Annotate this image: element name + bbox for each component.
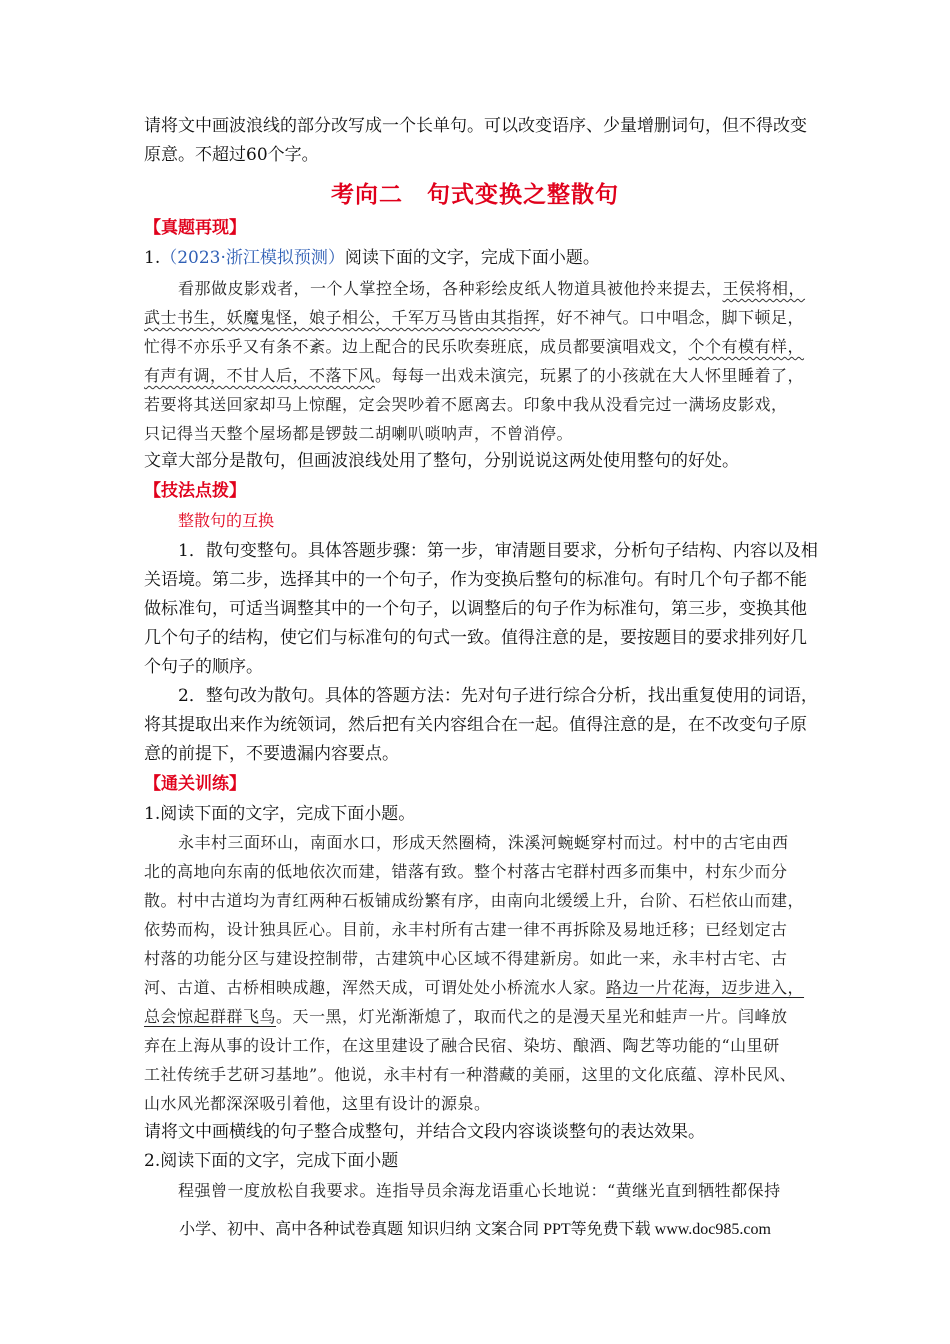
jifa-para2-line-2: 将其提取出来作为统领词，然后把有关内容组合在一起。值得注意的是，在不改变句子原 <box>144 715 807 735</box>
t1-passage-line-3: 散。村中古道均为青红两种石板铺成纷繁有序，由南向北缓缓上升，台阶、石栏依山而建， <box>144 891 805 910</box>
t1-passage-line-2: 北的高地向东南的低地依次而建，错落有致。整个村落古宅群村西多而集中，村东少而分 <box>144 862 788 881</box>
t1-text: 。天一黑，灯光渐渐熄了，取而代之的是漫天星光和蛙声一片。闫峰放 <box>276 1007 788 1026</box>
page-footer: 小学、初中、高中各种试卷真题 知识归纳 文案合同 PPT等免费下载 www.doc985.com <box>179 1221 771 1238</box>
q1-text: 看那做皮影戏者，一个人掌控全场，各种彩绘皮纸人物道具被他拎来提去， <box>178 279 723 298</box>
q1-number: 1. <box>144 248 161 268</box>
q1-wavy-text: 王侯将相， <box>722 279 806 298</box>
q1-passage-line-2 <box>144 310 804 326</box>
t2-prompt: 2.阅读下面的文字，完成下面小题 <box>144 1151 399 1171</box>
q1-wavy-text: 个个有模有样， <box>688 337 805 356</box>
t1-passage-line-5: 村落的功能分区与建设控制带，古建筑中心区域不得建新房。如此一来，永丰村古宅、古 <box>144 949 788 968</box>
jifa-para1-line-4: 几个句子的结构，使它们与标准句的句式一致。值得注意的是，要按题目的要求排列好几 <box>144 628 807 648</box>
t1-passage-line-6 <box>144 980 804 996</box>
jifa-para1-line-3: 做标准句，可适当调整其中的一个句子，以调整后的句子作为标准句，第三步，变换其他 <box>144 599 807 619</box>
q1-passage-line-4 <box>144 368 804 384</box>
intro-line-1: 请将文中画波浪线的部分改写成一个长单句。可以改变语序、少量增删词句，但不得改变 <box>144 116 807 136</box>
q1-passage-line-5: 若要将其送回家却马上惊醒，定会哭吵着不愿离去。印象中我从没看完过一满场皮影戏， <box>144 395 788 414</box>
section-heading: 考向二 句式变换之整散句 <box>331 182 619 208</box>
q1-wavy-text: 武士书生，妖魔鬼怪，娘子相公，千军万马皆由其指挥 <box>144 308 541 327</box>
jifa-para2-line-1: 2．整句改为散句。具体的答题方法：先对句子进行综合分析，找出重复使用的词语， <box>178 686 818 706</box>
t1-passage-line-4: 依势而构，设计独具匠心。目前，永丰村所有古建一律不再拆除及易地迁移；已经划定古 <box>144 920 788 939</box>
t1-passage-line-10: 山水风光都深深吸引着他，这里有设计的源泉。 <box>144 1094 491 1113</box>
t1-underlined-text: 总会惊起群群飞鸟 <box>144 1007 277 1026</box>
t1-passage-line-8: 弃在上海从事的设计工作，在这里建设了融合民宿、染坊、酿酒、陶艺等功能的“山里研 <box>144 1036 780 1055</box>
jifa-subhead: 整散句的互换 <box>178 511 275 530</box>
section-label-tongguan: 【通关训练】 <box>144 774 246 794</box>
q1-prompt: 阅读下面的文字，完成下面小题。 <box>344 248 600 268</box>
t1-passage-line-1: 永丰村三面环山，南面水口，形成天然圈椅，洙溪河蜿蜒穿村而过。村中的古宅由西 <box>178 833 789 852</box>
q1-question: 文章大部分是散句，但画波浪线处用了整句，分别说说这两处使用整句的好处。 <box>144 451 739 471</box>
intro-line-2: 原意。不超过60个字。 <box>144 145 319 165</box>
t1-underlined-text: 路边一片花海，迈步进入， <box>606 978 805 997</box>
jifa-para1-line-2: 关语境。第二步，选择其中的一个句子，作为变换后整句的标准句。有时几个句子都不能 <box>144 570 807 590</box>
q1-wavy-text: 有声有调，不甘人后，不落下风 <box>144 366 376 385</box>
q1-header <box>144 250 600 267</box>
t2-passage-line-1: 程强曾一度放松自我要求。连指导员余海龙语重心长地说：“黄继光直到牺牲都保持 <box>178 1181 781 1200</box>
jifa-para1-line-5: 个句子的顺序。 <box>144 657 263 677</box>
section-label-jifa: 【技法点拨】 <box>144 481 246 501</box>
q1-passage-line-6: 只记得当天整个屋场都是锣鼓二胡喇叭唢呐声，不曾消停。 <box>144 424 574 443</box>
q1-text: 忙得不亦乐乎又有条不紊。边上配合的民乐吹奏班底，成员都要演唱戏文， <box>144 337 689 356</box>
q1-text: ，好不神气。口中唱念，脚下顿足， <box>540 308 805 327</box>
q1-passage-line-3 <box>144 339 804 355</box>
section-label-zhenti: 【真题再现】 <box>144 218 246 238</box>
jifa-para2-line-3: 意的前提下，不要遗漏内容要点。 <box>144 744 399 764</box>
jifa-para1-line-1: 1．散句变整句。具体答题步骤：第一步，审清题目要求，分析句子结构、内容以及相 <box>178 541 818 561</box>
q1-source: （2023·浙江模拟预测） <box>160 248 345 268</box>
t1-passage-line-7 <box>144 1009 788 1025</box>
q1-text: 。每每一出戏未演完，玩累了的小孩就在大人怀里睡着了， <box>375 366 805 385</box>
t1-prompt: 1.阅读下面的文字，完成下面小题。 <box>144 804 416 824</box>
t1-passage-line-9: 工社传统手艺研习基地”。他说，永丰村有一种潜藏的美丽，这里的文化底蕴、淳朴民风、 <box>144 1065 797 1084</box>
q1-passage-line-1 <box>178 281 805 297</box>
t1-question: 请将文中画横线的句子整合成整句，并结合文段内容谈谈整句的表达效果。 <box>144 1122 705 1142</box>
t1-text: 河、古道、古桥相映成趣，浑然天成，可谓处处小桥流水人家。 <box>144 978 607 997</box>
